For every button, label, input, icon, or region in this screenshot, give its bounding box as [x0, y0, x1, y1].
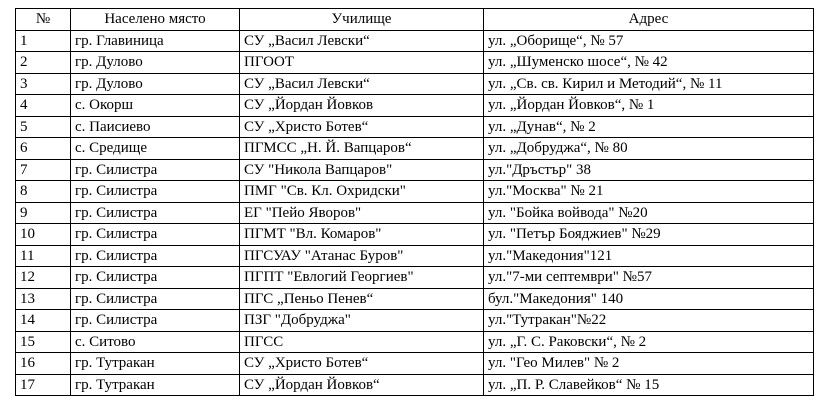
cell-number: 3	[16, 73, 71, 95]
cell-address: ул. „Г. С. Раковски“, № 2	[484, 331, 814, 353]
cell-number: 4	[16, 95, 71, 117]
table-row	[16, 30, 814, 52]
cell-school: СУ "Никола Вапцаров"	[240, 159, 484, 181]
cell-number: 7	[16, 159, 71, 181]
cell-address: ул. „Дунав“, № 2	[484, 116, 814, 138]
table-row	[16, 73, 814, 95]
table-row	[16, 95, 814, 117]
cell-number: 15	[16, 331, 71, 353]
table-row	[16, 374, 814, 396]
table-row	[16, 224, 814, 246]
cell-settlement: с. Паисиево	[71, 116, 240, 138]
header-school: Училище	[240, 9, 484, 31]
table-row	[16, 116, 814, 138]
cell-number: 6	[16, 138, 71, 160]
table-row	[16, 138, 814, 160]
cell-settlement: гр. Дулово	[71, 52, 240, 74]
header-settlement: Населено място	[71, 9, 240, 31]
cell-settlement: гр. Силистра	[71, 288, 240, 310]
cell-number: 12	[16, 267, 71, 289]
cell-settlement: гр. Силистра	[71, 267, 240, 289]
cell-settlement: гр. Силистра	[71, 181, 240, 203]
cell-number: 9	[16, 202, 71, 224]
cell-school: СУ „Васил Левски“	[240, 30, 484, 52]
cell-settlement: с. Окорш	[71, 95, 240, 117]
table-row	[16, 159, 814, 181]
cell-address: бул."Македония" 140	[484, 288, 814, 310]
table-row	[16, 245, 814, 267]
cell-school: СУ „Васил Левски“	[240, 73, 484, 95]
cell-school: ПМГ "Св. Кл. Охридски"	[240, 181, 484, 203]
cell-address: ул."Македония"121	[484, 245, 814, 267]
cell-number: 14	[16, 310, 71, 332]
cell-address: ул."Москва" № 21	[484, 181, 814, 203]
table-row	[16, 310, 814, 332]
cell-settlement: гр. Тутракан	[71, 353, 240, 375]
cell-number: 16	[16, 353, 71, 375]
cell-number: 11	[16, 245, 71, 267]
cell-address: ул. „Св. св. Кирил и Методий“, № 11	[484, 73, 814, 95]
cell-settlement: гр. Силистра	[71, 224, 240, 246]
cell-address: ул. „Добруджа“, № 80	[484, 138, 814, 160]
cell-address: ул. „Йордан Йовков“, № 1	[484, 95, 814, 117]
cell-number: 1	[16, 30, 71, 52]
cell-school: ЕГ "Пейо Яворов"	[240, 202, 484, 224]
cell-school: СУ „Йордан Йовков“	[240, 374, 484, 396]
table-row	[16, 202, 814, 224]
header-row	[16, 9, 814, 31]
schools-table	[15, 8, 814, 396]
cell-settlement: гр. Силистра	[71, 310, 240, 332]
cell-school: ПГМТ "Вл. Комаров"	[240, 224, 484, 246]
cell-address: ул. "Бойка войвода" №20	[484, 202, 814, 224]
cell-number: 13	[16, 288, 71, 310]
cell-school: ПГООТ	[240, 52, 484, 74]
cell-settlement: гр. Тутракан	[71, 374, 240, 396]
header-number: №	[16, 9, 71, 31]
header-address: Адрес	[484, 9, 814, 31]
cell-address: ул. „Оборище“, № 57	[484, 30, 814, 52]
cell-school: ПГПТ "Евлогий Георгиев"	[240, 267, 484, 289]
cell-school: СУ „Йордан Йовков	[240, 95, 484, 117]
cell-school: СУ „Христо Ботев“	[240, 116, 484, 138]
cell-settlement: гр. Силистра	[71, 245, 240, 267]
cell-settlement: гр. Силистра	[71, 159, 240, 181]
table-row	[16, 353, 814, 375]
cell-address: ул."7-ми септември" №57	[484, 267, 814, 289]
cell-school: ПГСУАУ "Атанас Буров"	[240, 245, 484, 267]
table-row	[16, 288, 814, 310]
cell-settlement: гр. Главиница	[71, 30, 240, 52]
table-row	[16, 267, 814, 289]
cell-school: ПЗГ "Добруджа"	[240, 310, 484, 332]
cell-settlement: гр. Силистра	[71, 202, 240, 224]
cell-number: 8	[16, 181, 71, 203]
cell-number: 2	[16, 52, 71, 74]
cell-school: СУ „Христо Ботев“	[240, 353, 484, 375]
table-row	[16, 331, 814, 353]
cell-settlement: гр. Дулово	[71, 73, 240, 95]
cell-address: ул."Тутракан"№22	[484, 310, 814, 332]
cell-school: ПГМСС „Н. Й. Вапцаров“	[240, 138, 484, 160]
cell-address: ул. „П. Р. Славейков“ № 15	[484, 374, 814, 396]
cell-address: ул. „Шуменско шосе“, № 42	[484, 52, 814, 74]
cell-address: ул. "Петър Бояджиев" №29	[484, 224, 814, 246]
cell-number: 17	[16, 374, 71, 396]
cell-address: ул. "Гео Милев" № 2	[484, 353, 814, 375]
cell-settlement: с. Ситово	[71, 331, 240, 353]
table-body	[16, 30, 814, 396]
table-row	[16, 181, 814, 203]
cell-settlement: с. Средище	[71, 138, 240, 160]
table-row	[16, 52, 814, 74]
cell-school: ПГС „Пеньо Пенев“	[240, 288, 484, 310]
cell-number: 10	[16, 224, 71, 246]
cell-address: ул."Дръстър" 38	[484, 159, 814, 181]
cell-number: 5	[16, 116, 71, 138]
cell-school: ПГСС	[240, 331, 484, 353]
